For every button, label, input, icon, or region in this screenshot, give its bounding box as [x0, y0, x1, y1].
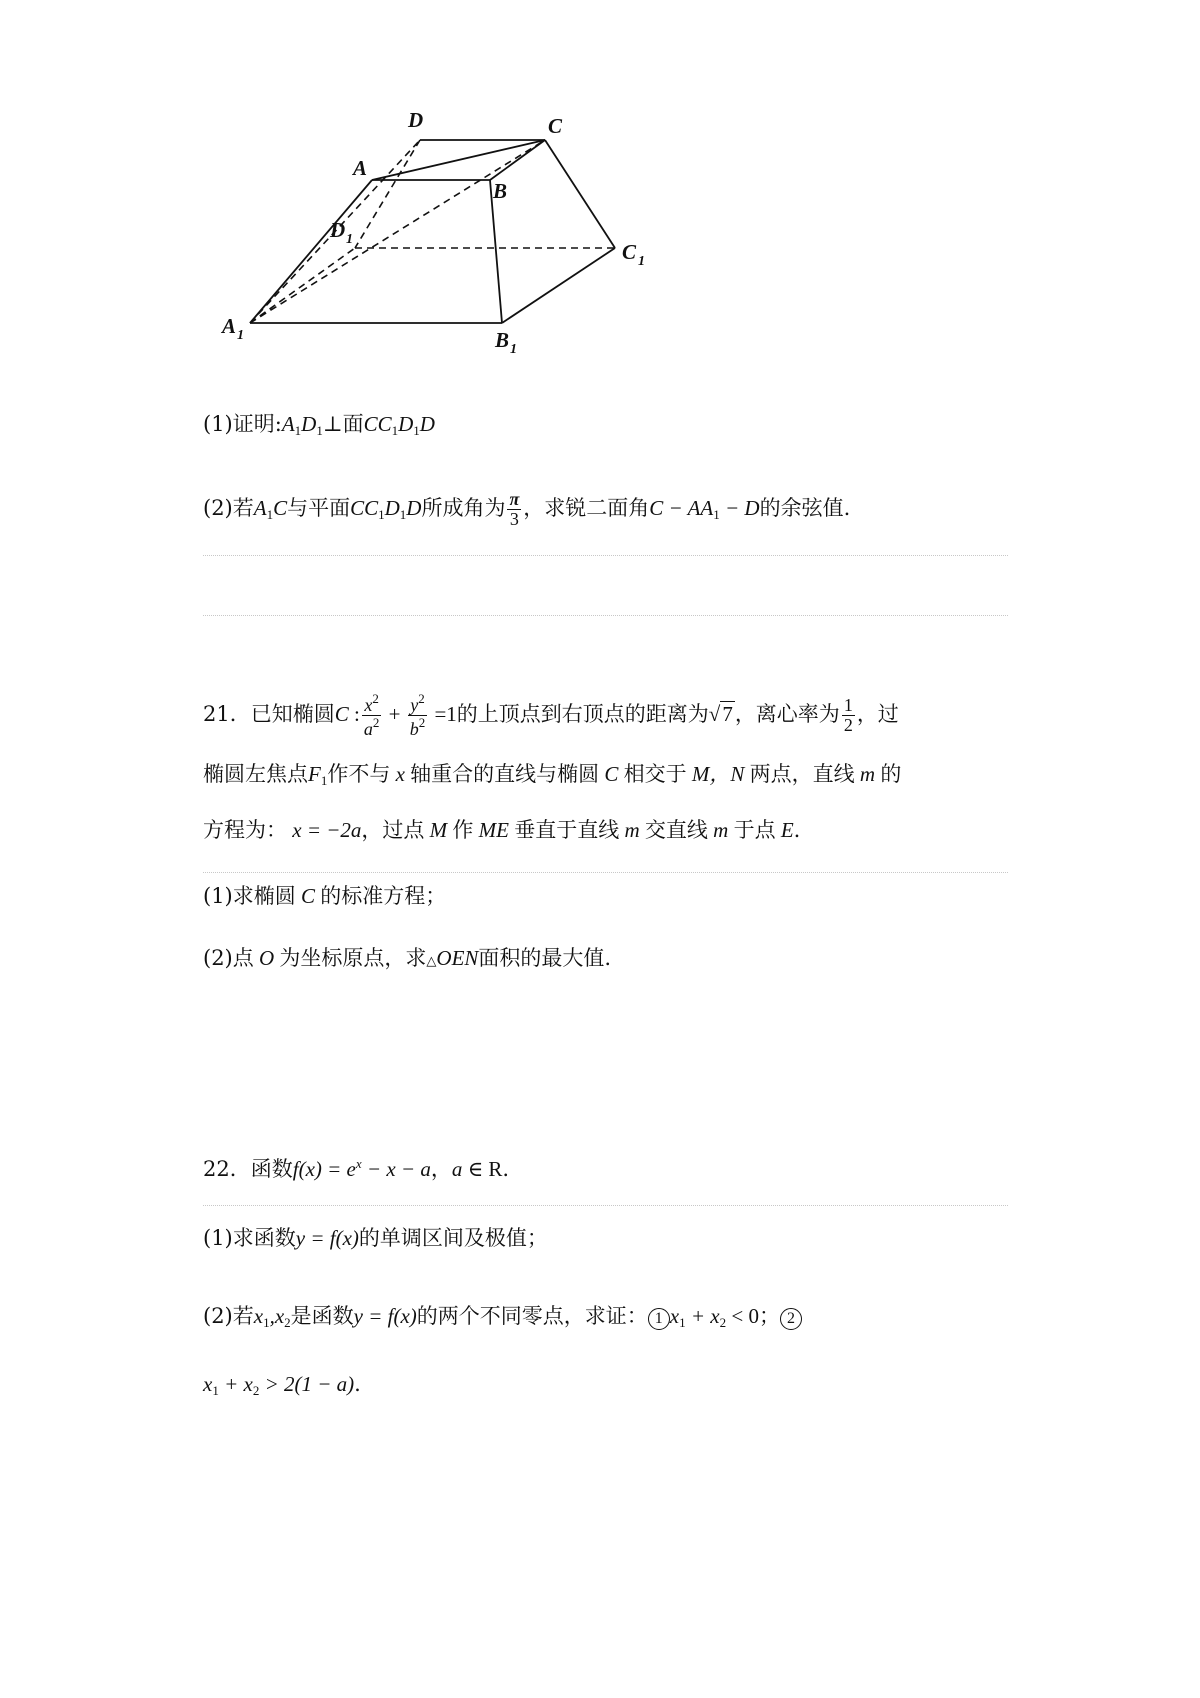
- label-D: D: [408, 108, 424, 132]
- edge-AC: [372, 140, 545, 180]
- q20-part2: (2)若$A_1C$与平面$CC_1D_1D$所成角为 $\frac{\pi}{3}$ ，求锐二面角$C - AA_1 - D$的余弦值.: [203, 489, 851, 529]
- dotted-divider-2: [203, 615, 1008, 616]
- dotted-divider-3: [203, 872, 1008, 873]
- dotted-divider-4: [203, 1205, 1008, 1206]
- label-B: B: [493, 179, 508, 203]
- circled-1: 1: [648, 1308, 670, 1330]
- label-A: A: [353, 156, 368, 180]
- q21-part1: (1)求椭圆 C 的标准方程；: [203, 884, 447, 908]
- q22-line1: 22．函数$f(x) = e^x - x - a$，a ∈ R.: [203, 1156, 510, 1181]
- frustum-figure: [210, 105, 670, 365]
- edge-AA1: [250, 180, 372, 323]
- q22-part2: (2)若$x_1,x_2$是函数y = f(x)的两个不同零点，求证： 1 $x_1 + x_2 < 0$； 2: [203, 1300, 802, 1339]
- q21-line3: 方程为： x = −2a，过点 M 作 ME 垂直于直线 m 交直线 m 于点 E.: [203, 818, 801, 842]
- label-C1: C: [622, 240, 637, 264]
- q21-line2: 椭圆左焦点$F_1$作不与 x 轴重合的直线与椭圆 C 相交于 M，N 两点，直线 m 的: [203, 762, 902, 788]
- q20-part1: (1)证明$:A_1D_1\perp$面$CC_1D_1D$: [203, 412, 435, 438]
- q21-line1: 21．已知椭圆C : $\frac{x^2}{a^2}$ + $\frac{y^2}{b^2}$ =1的上顶点到右顶点的距离为√7，离心率为 $\frac{1}{2}$ ，过: [203, 691, 899, 739]
- label-D1-sub: 1: [346, 232, 353, 247]
- sqrt-7: √7: [708, 702, 733, 726]
- edge-CC1: [545, 140, 615, 248]
- q22-line3: $x_1 + x_2 > 2(1 - a)$.: [203, 1372, 361, 1398]
- q21-number: 21．: [203, 702, 251, 726]
- label-C1-sub: 1: [638, 254, 645, 269]
- edge-B1C1: [502, 248, 615, 323]
- q21-part2: (2)点 O 为坐标原点，求△OEN面积的最大值.: [203, 946, 612, 970]
- label-B1-sub: 1: [510, 342, 517, 357]
- q22-part1: (1)求函数y = f(x)的单调区间及极值；: [203, 1226, 548, 1250]
- edge-A1C: [250, 140, 545, 323]
- label-A1-sub: 1: [237, 328, 244, 343]
- q22-number: 22．: [203, 1157, 251, 1181]
- label-C: C: [548, 114, 563, 138]
- label-A1: A: [222, 314, 237, 338]
- label-B1: B: [495, 328, 510, 352]
- circled-2: 2: [780, 1308, 802, 1330]
- edge-A1D1: [250, 248, 355, 323]
- pi-over-3: $\frac{\pi}{3}$: [509, 489, 520, 529]
- label-D1: D: [330, 218, 346, 242]
- dotted-divider-1: [203, 555, 1008, 556]
